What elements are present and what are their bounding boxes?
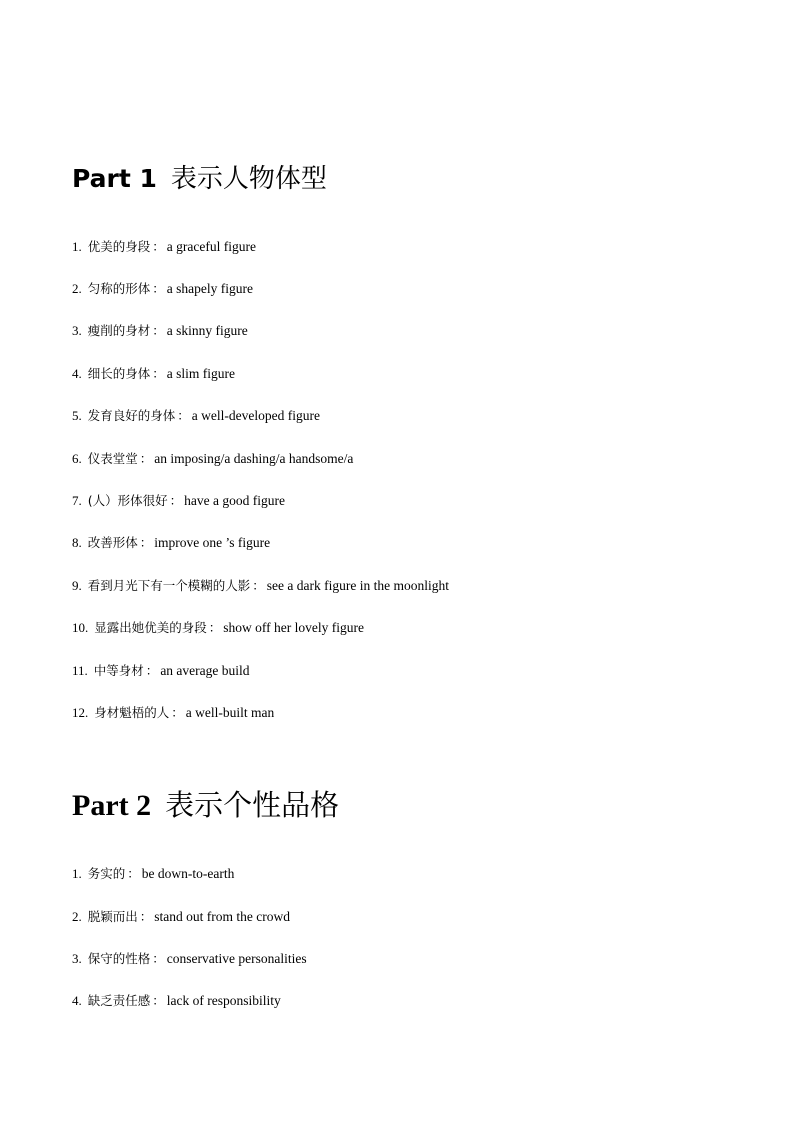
part1-heading <box>72 166 327 192</box>
item-chinese: 仪表堂堂 <box>87 451 138 466</box>
item-number: 10. <box>72 620 89 635</box>
item-chinese: 脱颖而出 <box>87 909 138 924</box>
item-separator: ： <box>139 451 153 466</box>
item-chinese: 细长的身体 <box>87 366 151 381</box>
item-separator: ： <box>171 705 184 720</box>
item-english: lack of responsibility <box>166 993 281 1008</box>
item-separator: ： <box>252 578 265 593</box>
item-english: conservative personalities <box>166 951 307 966</box>
item-number: 12. <box>72 705 89 720</box>
item-english: see a dark figure in the moonlight <box>266 578 449 593</box>
item-number: 2. <box>72 281 82 296</box>
item-chinese: 改善形体 <box>87 535 138 550</box>
item-english: an imposing/a dashing/a handsome/a <box>154 451 354 466</box>
part2-label: Part 2 <box>72 789 152 822</box>
list-item <box>72 407 320 425</box>
item-english: an average build <box>160 663 250 678</box>
item-number: 8. <box>72 535 82 550</box>
item-number: 11. <box>72 663 88 678</box>
list-item <box>72 322 248 340</box>
item-separator: ： <box>152 239 165 254</box>
item-number: 5. <box>72 408 82 423</box>
list-item <box>72 238 256 256</box>
list-item <box>72 865 234 883</box>
item-separator: ： <box>139 909 153 924</box>
item-english: a graceful figure <box>166 239 256 254</box>
item-chinese: 显露出她优美的身段 <box>94 620 207 635</box>
item-chinese: 务实的 <box>87 866 126 881</box>
part2-heading <box>72 788 340 822</box>
list-item <box>72 492 285 510</box>
item-chinese: 缺乏责任感 <box>87 993 151 1008</box>
part1-label: Part 1 <box>72 164 157 193</box>
item-chinese: 匀称的形体 <box>87 281 151 296</box>
item-number: 2. <box>72 909 82 924</box>
item-number: 3. <box>72 951 82 966</box>
list-item <box>72 908 290 926</box>
list-item <box>72 704 274 722</box>
item-separator: ： <box>152 366 165 381</box>
item-separator: ： <box>145 663 159 678</box>
item-separator: ： <box>152 323 165 338</box>
item-english: be down-to-earth <box>141 866 235 881</box>
item-separator: ： <box>208 620 222 635</box>
list-item <box>72 534 270 552</box>
item-number: 9. <box>72 578 82 593</box>
list-item <box>72 950 307 968</box>
item-number: 4. <box>72 993 82 1008</box>
item-english: have a good figure <box>184 493 285 508</box>
item-english: a skinny figure <box>166 323 248 338</box>
list-item <box>72 992 281 1010</box>
item-separator: ： <box>152 993 165 1008</box>
list-item <box>72 662 250 680</box>
item-english: a well-developed figure <box>191 408 320 423</box>
item-number: 7. <box>72 493 82 508</box>
item-separator: ： <box>127 866 140 881</box>
item-separator: ： <box>139 535 153 550</box>
item-number: 6. <box>72 451 82 466</box>
item-chinese: 中等身材 <box>93 663 144 678</box>
item-separator: ： <box>177 408 190 423</box>
part1-title: 表示人物体型 <box>170 164 327 194</box>
item-number: 1. <box>72 866 82 881</box>
item-chinese: 瘦削的身材 <box>87 323 151 338</box>
item-english: a slim figure <box>166 366 236 381</box>
list-item <box>72 365 235 383</box>
item-english: show off her lovely figure <box>223 620 364 635</box>
item-separator: ： <box>152 281 165 296</box>
item-separator: ： <box>169 493 183 508</box>
item-english: stand out from the crowd <box>154 909 290 924</box>
item-english: a well-built man <box>185 705 275 720</box>
item-chinese: 优美的身段 <box>87 239 151 254</box>
list-item <box>72 577 449 595</box>
item-separator: ： <box>152 951 165 966</box>
item-english: improve one ’s figure <box>154 535 271 550</box>
item-chinese: 看到月光下有一个模糊的人影 <box>87 578 251 593</box>
item-chinese: (人）形体很好 <box>87 493 168 508</box>
item-number: 4. <box>72 366 82 381</box>
item-chinese: 保守的性格 <box>87 951 151 966</box>
item-chinese: 身材魁梧的人 <box>94 705 170 720</box>
list-item <box>72 280 253 298</box>
item-number: 3. <box>72 323 82 338</box>
item-number: 1. <box>72 239 82 254</box>
item-chinese: 发育良好的身体 <box>87 408 176 423</box>
part2-title: 表示个性品格 <box>165 788 340 822</box>
list-item <box>72 450 353 468</box>
list-item <box>72 619 364 637</box>
item-english: a shapely figure <box>166 281 253 296</box>
